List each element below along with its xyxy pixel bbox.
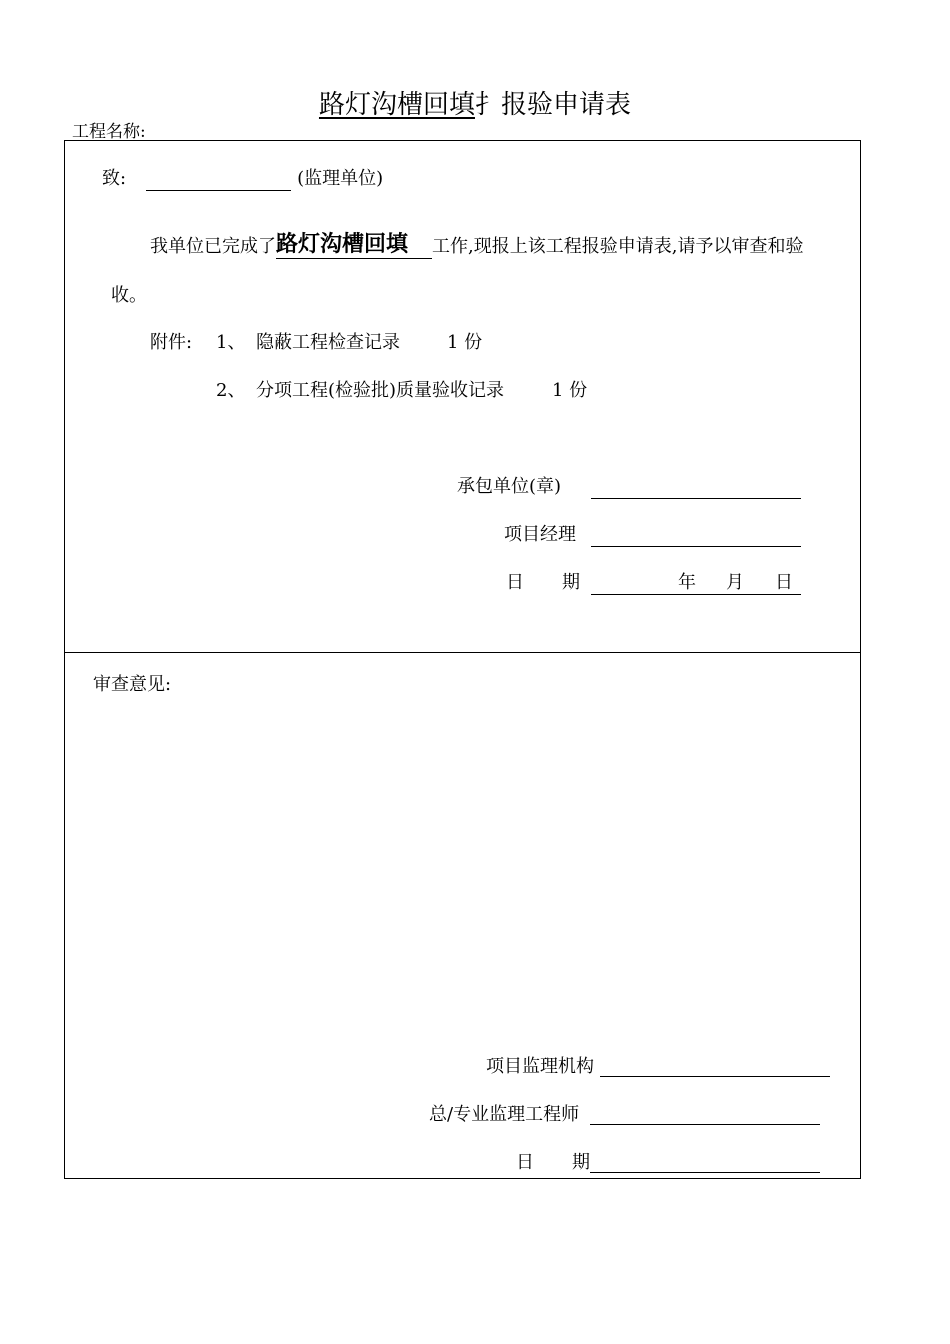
- attachment-1-count: 1 份: [447, 332, 483, 353]
- review-date-field[interactable]: [590, 1152, 820, 1173]
- date-month: 月: [726, 572, 744, 593]
- engineer-label: 总/专业监理工程师: [429, 1104, 580, 1125]
- inline-project-name: 路灯沟槽回填: [276, 232, 432, 259]
- review-date-label-char-2: 期: [572, 1152, 590, 1173]
- supervisor-unit-hint: (监理单位): [297, 168, 384, 189]
- section-divider: [64, 652, 861, 653]
- addressee-row: [102, 167, 383, 191]
- attachment-2-name: 分项工程(检验批)质量验收记录: [256, 380, 505, 401]
- review-opinion-area[interactable]: [90, 705, 835, 1025]
- supervision-org-label: 项目监理机构: [486, 1056, 594, 1077]
- title-project-name: 路灯沟槽回填: [318, 90, 475, 120]
- project-name-label: 工程名称:: [72, 122, 146, 142]
- supervision-org-field[interactable]: [600, 1056, 830, 1077]
- contractor-signature-field[interactable]: [591, 478, 801, 499]
- attachment-1-name: 隐蔽工程检查记录: [256, 332, 400, 353]
- engineer-signature-field[interactable]: [590, 1104, 820, 1125]
- review-opinion-label: 审查意见:: [93, 674, 172, 695]
- title-mark: 扌: [474, 90, 501, 120]
- attachment-2-num: 2、: [216, 380, 246, 401]
- date-label-char-2: 期: [562, 572, 580, 593]
- application-date-field[interactable]: [591, 574, 801, 595]
- body-line-2: 收。: [111, 285, 147, 306]
- attachment-2-count: 1 份: [552, 380, 588, 401]
- supervisor-unit-field[interactable]: [146, 170, 291, 191]
- body-line-1: [150, 232, 803, 259]
- body-prefix: 我单位已完成了: [150, 236, 276, 257]
- date-year: 年: [678, 572, 696, 593]
- title-form-name: 报验申请表: [501, 90, 632, 120]
- body-suffix: 工作,现报上该工程报验申请表,请予以审查和验: [432, 236, 804, 257]
- date-day: 日: [775, 572, 793, 593]
- manager-signature-field[interactable]: [591, 526, 801, 547]
- manager-label: 项目经理: [504, 524, 576, 545]
- review-date-label-char-1: 日: [516, 1152, 534, 1173]
- to-label: 致:: [102, 168, 127, 189]
- contractor-label: 承包单位(章): [457, 476, 562, 497]
- attachment-1-num: 1、: [216, 332, 246, 353]
- attachments-label: 附件:: [150, 332, 193, 353]
- date-label-char-1: 日: [506, 572, 524, 593]
